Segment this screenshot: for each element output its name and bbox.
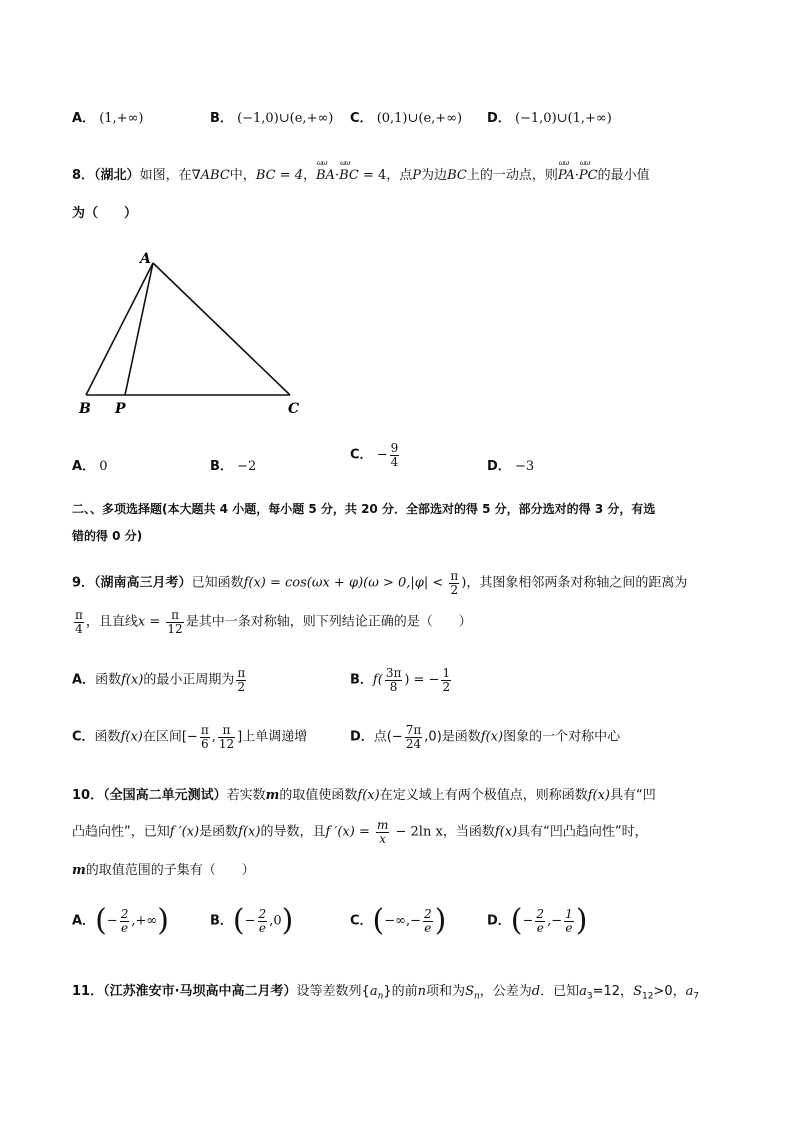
function-f: f(x) xyxy=(587,788,611,803)
numerator: π xyxy=(237,666,246,680)
var-m: m xyxy=(265,788,280,803)
question-number: 10． xyxy=(72,788,104,803)
option-text: 点(− xyxy=(373,729,403,745)
denominator: e xyxy=(120,920,129,935)
fraction xyxy=(390,442,400,468)
condition: BC = 4 xyxy=(255,168,303,183)
s12: S xyxy=(633,984,642,999)
q8-option-b xyxy=(210,455,256,474)
denominator: 4 xyxy=(390,454,399,469)
stem-text: 若实数 xyxy=(226,788,266,803)
q8-option-d xyxy=(487,455,534,474)
minus-ln: − 2ln x xyxy=(391,824,443,840)
x-equals: x = xyxy=(137,614,165,630)
left-paren: ( xyxy=(372,903,385,938)
option-text: ]上单调递增 xyxy=(237,729,308,745)
function-f: f(x) xyxy=(494,824,518,840)
stem-text: }的前 xyxy=(383,984,418,999)
option-text: 图象的一个对称中心 xyxy=(503,729,621,745)
edge-ab xyxy=(86,263,153,395)
fraction xyxy=(405,724,423,750)
post: ,+∞ xyxy=(131,913,158,929)
q11-stem-line1 xyxy=(72,980,699,1002)
fraction xyxy=(258,908,268,934)
stem-text: ．已知 xyxy=(540,984,580,999)
stem-text: 上的一动点，则 xyxy=(466,168,558,183)
question-number: 8． xyxy=(72,168,95,183)
function-f: f(x) xyxy=(238,824,261,840)
option-text: (0,1)∪(e,+∞) xyxy=(376,111,463,126)
stem-text: 如图，在 xyxy=(139,168,192,183)
option-label: B． xyxy=(210,459,233,474)
option-label: A． xyxy=(72,913,96,929)
stem-text: ，公差为 xyxy=(479,984,532,999)
denominator: 12 xyxy=(167,621,183,636)
fraction xyxy=(218,724,235,750)
option-text: 在区间[− xyxy=(142,729,198,745)
option-text: −3 xyxy=(514,459,535,474)
denominator: 6 xyxy=(200,736,209,751)
stem-text: 的最小值 xyxy=(597,168,650,183)
stem-text: ，且直线 xyxy=(85,614,138,630)
stem-text: 设等差数列{ xyxy=(296,984,370,999)
function-f: f(x) xyxy=(120,729,143,745)
stem-text: 具有“凹 xyxy=(610,788,656,803)
var-d: d xyxy=(531,984,541,999)
function-f: f(x) xyxy=(357,788,380,803)
option-text: (−1,0)∪(e,+∞) xyxy=(237,111,334,126)
stem-text: 的导数，且 xyxy=(260,824,326,840)
mid: ,− xyxy=(547,913,563,929)
q10-option-a xyxy=(72,903,169,938)
edge-bc: BC xyxy=(447,168,467,183)
numerator: π xyxy=(75,608,83,622)
stem-text: 在定义域上有两个极值点，则称函数 xyxy=(379,788,588,803)
pre: −∞,− xyxy=(384,913,422,929)
fraction xyxy=(120,908,130,934)
stem-text: ，其图象相邻两条对称轴之间的距离为 xyxy=(466,575,688,591)
q8-stem-line1 xyxy=(72,164,650,183)
fraction xyxy=(166,609,183,635)
function-expr: f(x) = cos(ωx + φ)(ω > 0,|φ| < xyxy=(243,575,448,591)
fraction xyxy=(535,908,545,934)
q9-option-d xyxy=(350,724,620,750)
stem-text: ，点 xyxy=(386,168,413,183)
denominator: 2 xyxy=(237,679,246,694)
edge-ac xyxy=(153,263,290,395)
q9-stem-line2 xyxy=(72,609,472,635)
var-m: m xyxy=(72,863,86,878)
numerator: 1 xyxy=(565,906,573,921)
q9-option-a xyxy=(72,667,248,693)
denominator: 4 xyxy=(75,621,83,636)
numerator: 1 xyxy=(442,666,451,680)
numerator: π xyxy=(200,723,209,737)
subscript: n xyxy=(377,991,384,1002)
fraction xyxy=(385,667,403,693)
q7-option-b xyxy=(210,107,333,126)
numerator: m xyxy=(376,818,389,832)
option-label: A． xyxy=(72,672,96,688)
numerator: 2 xyxy=(258,906,267,921)
option-label: C． xyxy=(72,729,95,745)
right-paren: ) xyxy=(281,903,294,938)
a7: a xyxy=(685,984,694,999)
stem-text: 凸趋向性”，已知 xyxy=(72,824,170,840)
q8-option-a xyxy=(72,455,107,474)
q10-stem-line2 xyxy=(72,819,648,845)
stem-text: 具有“凹凸趋向性”时， xyxy=(517,824,648,840)
fraction xyxy=(200,724,210,750)
comma: , xyxy=(211,729,216,745)
seq-a: a xyxy=(369,984,378,999)
option-text: (−1,0)∪(1,+∞) xyxy=(514,111,612,126)
denominator: 24 xyxy=(405,736,422,751)
q10-stem-line1 xyxy=(72,784,656,803)
fraction xyxy=(564,908,574,934)
stem-text: 的取值使函数 xyxy=(279,788,358,803)
q7-option-d xyxy=(487,107,612,126)
section-header-line1: 二、、多项选择题(本大题共 4 小题，每小题 5 分，共 20 分．全部选对的得 5 分，部分选对的得 3 分，有选 xyxy=(72,502,656,516)
subscript: 12 xyxy=(641,991,654,1002)
vector-pc: ωω PC xyxy=(579,168,598,183)
q10-option-c xyxy=(350,903,447,938)
derivative-eq: f ′(x) = xyxy=(325,824,374,840)
fraction xyxy=(441,667,451,693)
denominator: 2 xyxy=(450,582,459,597)
denominator: x xyxy=(379,831,387,846)
fraction xyxy=(236,667,246,693)
point-p: P xyxy=(412,168,422,183)
option-text: 函数 xyxy=(94,729,121,745)
question-source: （江苏淮安市·马坝高中高二月考） xyxy=(103,984,297,999)
denominator: 2 xyxy=(442,679,451,694)
dot: · xyxy=(334,168,340,183)
numerator: 9 xyxy=(390,441,399,455)
stem-text: 中， xyxy=(229,168,256,183)
right-paren: ) xyxy=(575,903,588,938)
question-source: （全国高二单元测试） xyxy=(103,788,227,803)
numerator: π xyxy=(166,609,183,623)
function-f: f( xyxy=(372,672,383,688)
denominator: e xyxy=(424,920,432,935)
option-label: A． xyxy=(72,111,96,126)
q7-option-a xyxy=(72,107,143,126)
option-label: B． xyxy=(210,111,233,126)
option-label: C． xyxy=(350,111,373,126)
separator: ， xyxy=(302,168,316,183)
fraction xyxy=(423,908,433,934)
numerator: 2 xyxy=(120,906,129,921)
question-source: （湖北） xyxy=(94,168,140,183)
var-n: n xyxy=(417,984,427,999)
q9-option-b xyxy=(350,667,453,693)
label-c: C xyxy=(288,401,300,417)
option-text: −2 xyxy=(237,459,257,474)
left-paren: ( xyxy=(510,903,523,938)
q9-option-c xyxy=(72,724,307,750)
label-p: P xyxy=(115,401,126,417)
q8-option-c xyxy=(350,442,401,468)
stem-text: 的取值范围的子集有（ ） xyxy=(85,863,255,878)
vector-pa: ωω PA xyxy=(558,168,575,183)
option-label: A． xyxy=(72,459,96,474)
option-label: D． xyxy=(487,913,511,929)
option-label: B． xyxy=(210,913,233,929)
option-text: (1,+∞) xyxy=(99,111,144,126)
sum-s: S xyxy=(465,984,474,999)
fraction xyxy=(376,819,389,845)
post: ,0 xyxy=(269,913,282,929)
function-f: f(x) xyxy=(121,672,144,688)
vector-bc: ωω BC xyxy=(339,168,359,183)
section-header-line2: 错的得 0 分) xyxy=(72,529,143,543)
pre: − xyxy=(522,913,534,929)
right-paren: ) xyxy=(157,903,169,938)
q8-stem-line2: 为（ ） xyxy=(72,206,138,221)
label-b: B xyxy=(79,401,91,417)
a3: a xyxy=(579,984,587,999)
a3-value: =12， xyxy=(592,984,634,999)
stem-text: ，当函数 xyxy=(442,824,495,840)
option-label: C． xyxy=(350,447,373,463)
triangle-symbol: ∇ABC xyxy=(191,168,230,183)
stem-text: 项和为 xyxy=(426,984,466,999)
q7-option-c xyxy=(350,107,462,126)
stem-text: 已知函数 xyxy=(191,575,244,591)
numerator: 3π xyxy=(385,666,402,680)
triangle-figure xyxy=(70,245,320,420)
denominator: e xyxy=(536,920,544,935)
fraction xyxy=(74,609,84,635)
numerator: π xyxy=(450,569,459,583)
question-number: 11． xyxy=(72,984,104,999)
option-label: D． xyxy=(487,459,511,474)
stem-text: 为边 xyxy=(421,168,448,183)
numerator: 2 xyxy=(424,906,432,921)
option-text: 函数 xyxy=(95,672,122,688)
close-paren: ) xyxy=(461,575,467,591)
numerator: 7π xyxy=(405,723,422,737)
denominator: 12 xyxy=(218,736,235,751)
pre: − xyxy=(244,913,256,929)
stem-text: 是函数 xyxy=(199,824,239,840)
numerator: π xyxy=(218,724,235,738)
s12-value: >0， xyxy=(653,984,686,999)
left-paren: ( xyxy=(232,903,245,938)
option-label: C． xyxy=(350,913,373,929)
denominator: 8 xyxy=(389,679,398,694)
denominator: e xyxy=(258,920,266,935)
function-f: f(x) xyxy=(480,729,504,745)
dot: · xyxy=(574,168,579,183)
equals: = 4 xyxy=(358,168,387,183)
option-sign: − xyxy=(376,447,388,463)
option-text: ,0)是函数 xyxy=(424,729,481,745)
q10-stem-line3 xyxy=(72,859,255,878)
question-source: （湖南高三月考） xyxy=(94,575,192,591)
option-text: 的最小正周期为 xyxy=(143,672,235,688)
option-text: 0 xyxy=(99,459,108,474)
q10-option-d xyxy=(487,903,588,938)
vector-ba: ωω BA xyxy=(316,168,335,183)
label-a: A xyxy=(140,251,151,267)
numerator: 2 xyxy=(536,906,545,921)
option-label: B． xyxy=(350,672,373,688)
q9-stem-line1 xyxy=(72,570,687,596)
stem-text: 是其中一条对称轴，则下列结论正确的是（ ） xyxy=(185,614,472,630)
option-label: D． xyxy=(487,111,511,126)
pre: − xyxy=(106,913,118,929)
left-paren: ( xyxy=(95,903,107,938)
fraction xyxy=(449,570,459,596)
question-number: 9． xyxy=(72,575,95,591)
subscript: 3 xyxy=(586,991,593,1002)
subscript: 7 xyxy=(693,991,700,1002)
derivative: f ′(x) xyxy=(169,824,200,840)
edge-ap xyxy=(125,263,153,395)
equals: ) = − xyxy=(404,672,440,688)
subscript: n xyxy=(473,991,480,1002)
option-label: D． xyxy=(350,729,374,745)
q10-option-b xyxy=(210,903,294,938)
denominator: e xyxy=(565,920,573,935)
right-paren: ) xyxy=(434,903,447,938)
